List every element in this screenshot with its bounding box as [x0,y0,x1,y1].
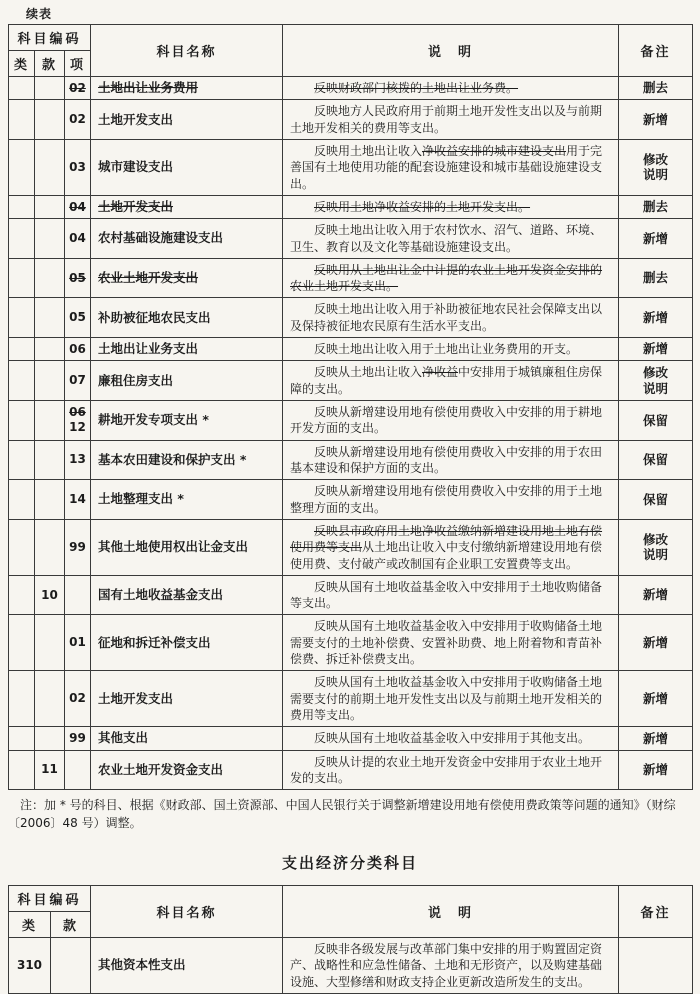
struck-text: 农业土地开发支出 [98,270,199,285]
code-xiang-cell [65,575,91,615]
text: 11 [41,762,58,777]
text: 03 [69,159,86,174]
subject-name-cell [91,361,283,401]
header-section: 款 [35,51,65,77]
description-cell [283,519,619,575]
subject-name-cell [91,938,283,994]
subject-name-cell [91,77,283,100]
text: 反映从国有土地收益基金收入中安排用于土地收购储备等支出。 [290,579,603,611]
description-cell [283,401,619,441]
subject-name-cell [91,480,283,520]
table-row [9,219,693,259]
text: 反映用土地出让收入 [314,143,423,158]
remark-cell [619,519,693,575]
remark-cell [619,258,693,298]
text: 04 [69,231,86,245]
remark-line: 说明 [643,167,669,183]
header-description: 说 明 [283,25,619,77]
text: 反映从土地出让收入 [314,365,423,380]
code-kuan-cell [51,938,91,994]
description-cell [283,480,619,520]
header-remark: 备注 [619,886,693,938]
remark-cell [619,480,693,520]
code-cls-cell [9,139,35,195]
description-cell [283,139,619,195]
text: 征地和拆迁补偿支出 [98,634,211,650]
text: 02 [69,112,86,127]
code-cls-cell [9,750,35,790]
code-xiang-cell [65,615,91,671]
land-expense-subject-table [8,24,693,790]
remark-line: 说明 [643,380,669,396]
table-row [9,671,693,727]
remark-line: 修改 [643,365,669,381]
description-cell [283,100,619,140]
remark-cell [619,361,693,401]
text: 用于完善国有土地使用功能的配套设施建设和城市基础设施建设支出。 [290,143,603,191]
description-cell [283,77,619,100]
code-xiang-cell [65,401,91,441]
table-row [9,519,693,575]
text: 01 [69,635,86,650]
code-kuan-cell [35,361,65,401]
text: 反映地方人民政府用于前期土地开发性支出以及与前期土地开发相关的费用等支出。 [290,104,603,135]
code-xiang-cell [65,100,91,140]
header-item: 项 [65,51,91,77]
struck-text: 06 [69,405,86,420]
text: 基本农田建设和保护支出 * [98,451,247,467]
text: 99 [69,539,86,554]
text: 廉租住房支出 [98,372,174,388]
remark-line: 新增 [643,587,669,603]
code-xiang-cell [65,219,91,259]
remark-line: 新增 [643,762,669,778]
table-row [9,938,693,994]
description-cell [283,195,619,218]
text: 土地开发支出 [98,111,174,127]
text: 反映土地出让收入用于土地出让业务费用的开支。 [314,342,579,357]
text: 其他支出 [98,730,149,746]
footnote: 注：加 * 号的科目、根据《财政部、国土资源部、中国人民银行关于调整新增建设用地有偿使用费政策等问题的通知》（财综〔2006〕48 号）调整。 [8,798,676,830]
text: 反映从新增建设用地有偿使用费收入中安排的用于耕地开发方面的支出。 [290,405,603,436]
code-cls-cell [9,615,35,671]
text: 反映土地出让收入用于农村饮水、沼气、道路、环境、卫生、教育以及文化等基础设施建设支出。 [290,223,603,254]
code-kuan-cell [35,77,65,100]
code-cls-cell [9,440,35,480]
subject-name-cell [91,401,283,441]
text: 反映从国有土地收益基金收入中安排用于其他支出。 [314,731,591,746]
remark-cell [619,298,693,338]
remark-line: 删去 [643,199,669,215]
subject-name-cell [91,219,283,259]
remark-cell [619,575,693,615]
table-row [9,195,693,218]
remark-cell [619,440,693,480]
code-cls-cell [9,480,35,520]
text: 耕地开发专项支出 * [98,412,209,428]
text: 中安排用于城镇廉租住房保障的支出。 [290,365,603,396]
text: 其他土地使用权出让金支出 [98,539,249,555]
subject-name-cell [91,298,283,338]
text: 06 [69,341,86,356]
continued-label: 续表 [26,7,53,21]
code-kuan-cell [35,750,65,790]
text: 土地出让业务支出 [98,341,199,357]
code-cls-cell [9,100,35,140]
code-xiang-cell [65,195,91,218]
remark-line: 新增 [643,691,669,707]
remark-line: 新增 [643,309,669,325]
code-kuan-cell [35,401,65,441]
table-row [9,440,693,480]
remark-line: 新增 [643,635,669,651]
description-cell [283,361,619,401]
table-row [9,139,693,195]
remark-line: 保留 [643,491,669,507]
description-cell [283,575,619,615]
struck-text: 土地出让业务费用 [98,80,199,96]
code-cls-cell [9,575,35,615]
code-kuan-cell [35,615,65,671]
text: 12 [69,420,86,435]
description-cell [283,938,619,994]
remark-line: 删去 [643,80,669,96]
header-class: 类 [9,51,35,77]
subject-name-cell [91,338,283,361]
code-cls-cell [9,219,35,259]
code-kuan-cell [35,519,65,575]
subject-name-cell [91,575,283,615]
text: 反映从国有土地收益基金收入中安排用于收购储备土地需要支付的土地补偿费、安置补助费、地上附着物和青苗补偿费、拆迁补偿费支出。 [290,619,603,667]
remark-line: 说明 [643,547,669,563]
text: 土地开发支出 [98,690,174,706]
code-cls-cell [9,338,35,361]
code-cls-cell [9,195,35,218]
struck-text: 反映用从土地出让金中计提的农业土地开发资金安排的农业土地开发支出。 [290,262,603,294]
code-kuan-cell [35,575,65,615]
header-subject-code: 科目编码 [9,25,91,51]
header-subject-code: 科目编码 [9,886,91,912]
remark-line: 删去 [643,270,669,286]
subject-name-cell [91,195,283,218]
remark-cell [619,401,693,441]
text: 其他资本性支出 [98,957,186,973]
struck-text: 净收益安排的城市建设支出 [422,143,567,158]
text: 补助被征地农民支出 [98,309,211,325]
subject-name-cell [91,100,283,140]
text: 反映非各级发展与改革部门集中安排的用于购置固定资产、战略性和应急性储备、土地和无形资产，以及购建基础设施、大型修缮和财政支持企业更新改造所发生的支出。 [290,942,603,989]
subject-name-cell [91,519,283,575]
description-cell [283,671,619,727]
text: 反映土地出让收入用于补助被征地农民社会保障支出以及保持被征地农民原有生活水平支出。 [290,302,603,333]
table-body [9,938,693,994]
description-cell [283,615,619,671]
code-xiang-cell [65,298,91,338]
table-header [9,25,693,77]
remark-cell [619,750,693,790]
table-header [9,886,693,938]
struck-text: 04 [69,199,86,214]
subject-name-cell [91,727,283,750]
code-xiang-cell [65,258,91,298]
code-cls-cell [9,938,51,994]
text: 土地整理支出 * [98,491,184,507]
remark-cell [619,77,693,100]
text: 14 [69,492,86,507]
remark-line: 新增 [643,111,669,127]
text: 99 [69,730,86,745]
subject-name-cell [91,258,283,298]
code-xiang-cell [65,480,91,520]
remark-line: 新增 [643,730,669,746]
code-xiang-cell [65,519,91,575]
remark-cell [619,615,693,671]
header-description: 说 明 [283,886,619,938]
remark-line: 新增 [643,341,669,357]
remark-cell [619,938,693,994]
remark-line: 修改 [643,531,669,547]
struck-text: 反映用土地净收益安排的土地开发支出。 [314,199,531,214]
struck-text: 02 [69,80,86,95]
remark-cell [619,338,693,361]
subject-name-cell [91,139,283,195]
remark-line: 修改 [643,151,669,167]
code-kuan-cell [35,338,65,361]
text: 从土地出让收入中支付缴纳新增建设用地有偿使用费、支付破产或改制国有企业职工安置费等支出。 [290,540,603,571]
table-row [9,727,693,750]
code-xiang-cell [65,727,91,750]
code-cls-cell [9,361,35,401]
code-kuan-cell [35,727,65,750]
struck-text: 土地开发支出 [98,198,174,214]
description-cell [283,219,619,259]
text: 城市建设支出 [98,159,174,175]
header-section: 款 [51,912,91,938]
text: 反映从计提的农业土地开发资金中安排用于农业土地开发的支出。 [290,754,603,785]
subject-name-cell [91,671,283,727]
code-xiang-cell [65,139,91,195]
table-row [9,258,693,298]
struck-text: 净收益 [422,365,459,380]
remark-cell [619,727,693,750]
header-subject-name: 科目名称 [91,25,283,77]
text: 05 [69,310,86,325]
text: 310 [16,958,43,972]
code-kuan-cell [35,219,65,259]
text: 13 [69,452,86,467]
code-kuan-cell [35,258,65,298]
table-row [9,401,693,441]
code-kuan-cell [35,139,65,195]
code-cls-cell [9,258,35,298]
remark-cell [619,139,693,195]
remark-cell [619,219,693,259]
struck-text: 反映县市政府用土地净收益缴纳新增建设用地土地有偿使用费等支出 [290,523,603,555]
remark-cell [619,195,693,218]
code-kuan-cell [35,100,65,140]
code-kuan-cell [35,480,65,520]
code-xiang-cell [65,361,91,401]
code-cls-cell [9,671,35,727]
struck-text: 反映财政部门核拨的土地出让业务费。 [314,81,519,95]
description-cell [283,727,619,750]
description-cell [283,298,619,338]
header-subject-name: 科目名称 [91,886,283,938]
code-kuan-cell [35,440,65,480]
description-cell [283,440,619,480]
description-cell [283,338,619,361]
text: 农村基础设施建设支出 [98,230,224,246]
text: 10 [41,587,58,602]
table-row [9,575,693,615]
remark-cell [619,100,693,140]
table-row [9,298,693,338]
code-kuan-cell [35,195,65,218]
subject-name-cell [91,615,283,671]
text: 07 [69,373,86,388]
table-row [9,750,693,790]
remark-line: 保留 [643,452,669,468]
text: 反映从新增建设用地有偿使用费收入中安排的用于农田基本建设和保护方面的支出。 [290,444,603,475]
table-row [9,77,693,100]
section-title: 支出经济分类科目 [281,854,418,873]
subject-name-cell [91,440,283,480]
header-class: 类 [9,912,51,938]
subject-name-cell [91,750,283,790]
description-cell [283,258,619,298]
remark-line: 新增 [643,230,669,246]
code-xiang-cell [65,671,91,727]
remark-cell [619,671,693,727]
table-row [9,361,693,401]
text: 反映从新增建设用地有偿使用费收入中安排的用于土地整理方面的支出。 [290,484,603,515]
code-cls-cell [9,298,35,338]
description-cell [283,750,619,790]
table-row [9,615,693,671]
table-row [9,338,693,361]
text: 02 [69,691,86,706]
code-cls-cell [9,519,35,575]
code-xiang-cell [65,440,91,480]
code-cls-cell [9,77,35,100]
text: 国有土地收益基金支出 [98,587,224,602]
table-row [9,100,693,140]
text: 农业土地开发资金支出 [98,761,224,777]
code-xiang-cell [65,338,91,361]
code-cls-cell [9,727,35,750]
economic-classification-table [8,885,693,994]
code-cls-cell [9,401,35,441]
code-xiang-cell [65,750,91,790]
code-kuan-cell [35,298,65,338]
table-body [9,77,693,790]
remark-line: 保留 [643,412,669,428]
code-xiang-cell [65,77,91,100]
text: 反映从国有土地收益基金收入中安排用于收购储备土地需要支付的前期土地开发性支出以及与前期土地开发相关的费用等支出。 [290,675,603,722]
table-row [9,480,693,520]
code-kuan-cell [35,671,65,727]
struck-text: 05 [69,270,86,285]
header-remark: 备注 [619,25,693,77]
